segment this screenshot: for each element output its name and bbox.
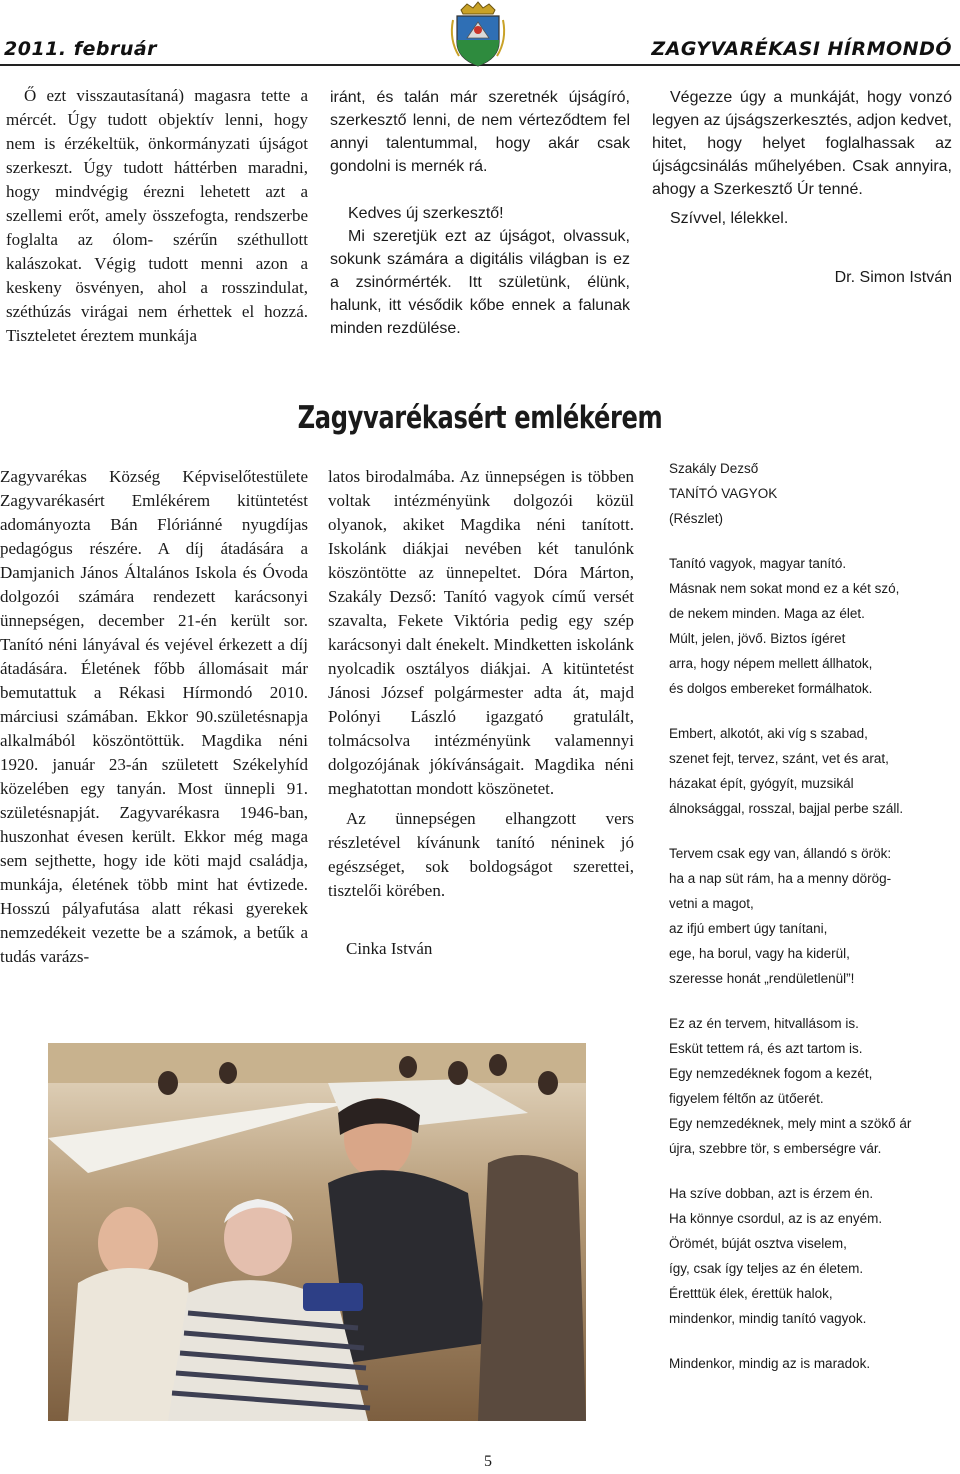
poem-line: házakat épít, gyógyít, muzsikál (669, 776, 854, 791)
editorial-column-1 (6, 84, 308, 348)
publication-title: ZAGYVARÉKASI HÍRMONDÓ (651, 38, 952, 60)
poem-stanzas (669, 551, 959, 1376)
poem-line: szeresse honát „rendületlenül”! (669, 971, 855, 986)
poem-stanza (669, 841, 959, 991)
poem-line: így, csak így teljes az én életem. (669, 1261, 864, 1276)
poem-line: de nekem minden. Maga az élet. (669, 606, 865, 621)
poem-line: Mindenkor, mindig az is maradok. (669, 1356, 871, 1371)
poem-line: szenet fejt, tervez, szánt, vet és arat, (669, 751, 889, 766)
poem-line: Múlt, jelen, jövő. Biztos ígéret (669, 631, 846, 646)
closing-phrase: Szívvel, lélekkel. (670, 210, 789, 227)
poem-line: Esküt tettem rá, és azt tartom is. (669, 1041, 863, 1056)
article-title: Zagyvarékasért emlékérem (297, 400, 663, 436)
poem-line: Másnak nem sokat mond ez a két szó, (669, 581, 900, 596)
poem-stanza (669, 551, 959, 701)
poem-line: vetni a magot, (669, 896, 754, 911)
poem-line: mindenkor, mindig tanító vagyok. (669, 1311, 867, 1326)
article-paragraph: Az ünnepségen elhangzott vers részletével kívánunk tanító néninek jó egészséget, sok boldogságot szerettei, tisztelői körében. (328, 809, 634, 900)
poem-author: Szakály Dezső (669, 461, 759, 476)
editorial-column-3 (652, 86, 952, 289)
poem-title: TANÍTÓ VAGYOK (669, 486, 778, 501)
poem-line: Egy nemzedéknek fogom a kezét, (669, 1066, 873, 1081)
editorial-paragraph: Ő ezt visszautasítaná) magasra tette a mércét. Úgy tudott objektív lenni, hogy nem is érzékeltük, önkormányzati újságot szerkeszt. Úgy tudott háttérben maradni, hogy mindvégig érezni lehetett azt a szellemi erőt, amely összefogta, rendszerbe foglalta az ólom- szérűn széthullott kalászokat. Végig tudott menni azon a keskeny ösvényen, ahol a rosszindulat, széthúzás virágai nem érhettek el hozzá. Tiszteletet éreztem munkája (6, 86, 308, 345)
poem-line: figyelem féltőn az ütőerét. (669, 1091, 824, 1106)
poem-line: arra, hogy népem mellett állhatok, (669, 656, 873, 671)
coat-of-arms-emblem (447, 0, 509, 68)
poem-line: az ifjú embert úgy tanítani, (669, 921, 828, 936)
issue-date: 2011. február (4, 38, 158, 60)
poem-line: Ez az én tervem, hitvallásom is. (669, 1016, 859, 1031)
poem-line: Tervem csak egy van, állandó s örök: (669, 846, 892, 861)
page-number: 5 (484, 1453, 492, 1470)
poem-line: Tanító vagyok, magyar tanító. (669, 556, 847, 571)
editorial-signature: Dr. Simon István (834, 269, 952, 286)
article-paragraph: latos birodalmába. Az ünnepségen is többen voltak intézményünk dolgozói közül olyanok, akiket Magdika néni tanított. Iskolánk diákjai nevében két tanulónk köszöntötte az ünnepeltet. Dóra Márton, Szakály Dezső: Tanító vagyok című versét szavalta, Fekete Viktória pedig egy szép karácsonyi dalt énekelt. Mindketten iskolánk nyolcadik osztályos diákjai. A kitüntetést Jánosi József polgármester adta át, majd Polónyi László igazgató gratulált, tolmácsolva intézményünk valamennyi dolgozójának jókívánságait. Magdika néni meghatottan mondott köszönetet. (328, 467, 634, 798)
poem-line: Egy nemzedéknek, mely mint a szökő ár (669, 1116, 912, 1131)
article-paragraph: Zagyvarékas Község Képviselőtestülete Zagyvarékasért Emlékérem kitüntetést adományozta Bán Flóriánné nyugdíjas pedagógus részére. A díj átadására a Damjanich János Általános Iskola és Óvoda dolgozói számára rendezett karácsonyi ünnepségen, december 21-én került sor. Tanító néni lányával és vejével érkezett a díj átadására. Életének főbb állomásait már bemutattuk a Rékasi Hírmondó 2010. márciusi számában. Ekkor 90.születésnapja alkalmából köszöntöttük. Magdika néni 1920. január 23-án született Székelyhíd közelében egy tanyán. Most ünnepli 91. születésnapját. Zagyvarékasra 1946-ban, huszonhat évesen került. Ekkor még maga sem sejthette, hogy ide köti majd családja, munkája, életének több mint hat évtizede. Hosszú pályafutása alatt rékasi gyerekek nemzedékeit vezette be a számok, a betűk a tudás varázs- (0, 467, 308, 966)
poem-line: Embert, alkotót, aki víg s szabad, (669, 726, 868, 741)
salutation: Kedves új szerkesztő! (348, 205, 504, 222)
poem-stanza (669, 1181, 959, 1331)
poem-stanza (669, 1011, 959, 1161)
editorial-column-2 (330, 86, 630, 340)
poem-line: ege, ha borul, vagy ha kiderül, (669, 946, 850, 961)
editorial-paragraph: Végezze úgy a munkáját, hogy vonzó legyen az újságszerkesztés, adjon kedvet, hitet, hogy helyet foglalhassak az újságcsinálás műhelyében. Csak annyira, ahogy a Szerkesztő Úr tenné. (652, 89, 952, 198)
article-column-2 (328, 465, 634, 961)
poem-line: Ha könnye csordul, az is az enyém. (669, 1211, 883, 1226)
poem-line: ha a nap süt rám, ha a menny dörög- (669, 871, 892, 886)
poem-line: Örömét, búját osztva viselem, (669, 1236, 847, 1251)
poem-line: álnoksággal, rosszal, bajjal perbe száll. (669, 801, 904, 816)
article-column-1 (0, 465, 308, 969)
award-ceremony-photo (48, 1043, 586, 1421)
poem-line: Éretttük élek, érettük halok, (669, 1286, 833, 1301)
poem-line: és dolgos embereket formálhatok. (669, 681, 873, 696)
poem-line: újra, szebbre tör, s emberségre vár. (669, 1141, 882, 1156)
poem-line: Ha szíve dobban, azt is érzem én. (669, 1186, 874, 1201)
editorial-paragraph: Mi szeretjük ezt az újságot, olvassuk, sokunk számára a digitális világban is ez a zsinórmérték. Itt születünk, élünk, halunk, itt vésődik kőbe ennek a falunak minden rezdülése. (330, 228, 630, 337)
poem-column (669, 456, 959, 1396)
article-author: Cinka István (346, 939, 433, 958)
poem-stanza (669, 1351, 959, 1376)
poem-stanza (669, 721, 959, 821)
editorial-paragraph: iránt, és talán már szeretnék újságíró, szerkesztő lenni, de nem vérteződtem fel annyi talentummal, hogy akár csak gondolni is mernék rá. (330, 89, 630, 175)
poem-excerpt-note: (Részlet) (669, 511, 724, 526)
